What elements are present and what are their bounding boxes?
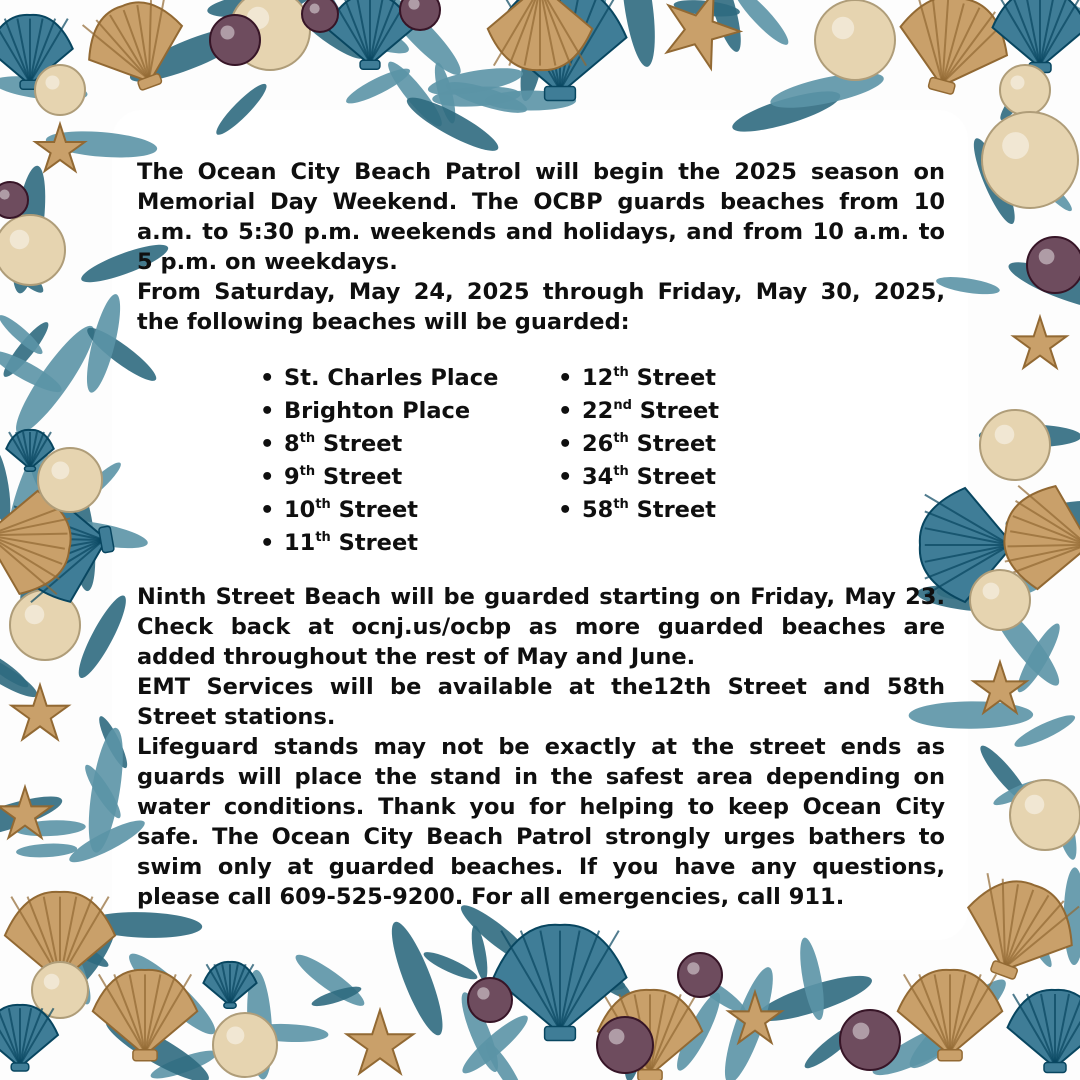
beach-item: • St. Charles Place [260, 362, 558, 395]
round-shell [0, 215, 65, 285]
outro-paragraph-1: Ninth Street Beach will be guarded starting on Friday, May 23. Check back at ocnj.us/ocbp as more guarded beaches are added throughout the rest of May and June. [137, 584, 945, 670]
purple-pearl [1027, 237, 1080, 293]
beaches-column-right [558, 362, 719, 560]
scallop-shell [1008, 990, 1080, 1073]
starfish [347, 1010, 414, 1073]
scallop-shell [993, 0, 1080, 73]
purple-pearl [0, 182, 28, 218]
purple-pearl [678, 953, 722, 997]
purple-pearl [400, 0, 440, 30]
purple-pearl [210, 15, 260, 65]
beach-item: • 58th Street [558, 494, 719, 527]
beach-item: • Brighton Place [260, 395, 558, 428]
round-shell [1010, 780, 1080, 850]
round-shell [815, 0, 895, 80]
starfish [1013, 317, 1066, 368]
beach-item: • 8th Street [260, 428, 558, 461]
round-shell [213, 1013, 277, 1077]
beach-item: • 26th Street [558, 428, 719, 461]
purple-pearl [840, 1010, 900, 1070]
intro-paragraph-2: From Saturday, May 24, 2025 through Friday, May 30, 2025, the following beaches will be guarded: [137, 279, 945, 335]
round-shell [982, 112, 1078, 208]
beach-item: • 22nd Street [558, 395, 719, 428]
beach-item: • 12th Street [558, 362, 719, 395]
beach-item: • 10th Street [260, 494, 558, 527]
round-shell [970, 570, 1030, 630]
beach-item: • 9th Street [260, 461, 558, 494]
beaches-column-left [260, 362, 558, 560]
leaf [16, 842, 78, 859]
round-shell [980, 410, 1050, 480]
round-shell [35, 65, 85, 115]
intro-paragraph-1: The Ocean City Beach Patrol will begin the 2025 season on Memorial Day Weekend. The OCBP guards beaches from 10 a.m. to 5:30 p.m. weekends and holidays, and from 10 a.m. to 5 p.m. on weekdays. [137, 159, 945, 275]
notice-text [137, 157, 945, 912]
beach-item: • 11th Street [260, 527, 558, 560]
guarded-beaches-list [260, 362, 945, 560]
beach-item: • 34th Street [558, 461, 719, 494]
purple-pearl [597, 1017, 653, 1073]
purple-pearl [302, 0, 338, 32]
starfish [35, 124, 84, 171]
round-shell [1000, 65, 1050, 115]
purple-pearl [468, 978, 512, 1022]
scallop-shell [93, 970, 198, 1061]
round-shell [38, 448, 102, 512]
scallop-shell [0, 1005, 58, 1071]
outro-paragraph-2: EMT Services will be available at the12th Street and 58th Street stations. [137, 674, 945, 730]
outro-paragraph-3: Lifeguard stands may not be exactly at the street ends as guards will place the stand in the safest area depending on water conditions. Thank you for helping to keep Ocean City safe. The Ocean City Beach Patrol strongly urges bathers to swim only at guarded beaches. If you have any questions, please call 609-525-9200. For all emergencies, call 911. [137, 734, 945, 910]
